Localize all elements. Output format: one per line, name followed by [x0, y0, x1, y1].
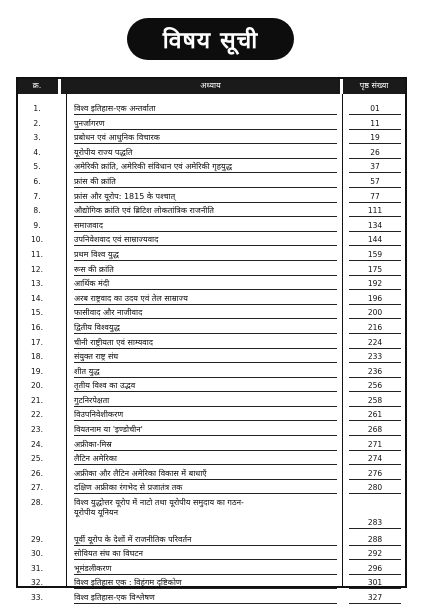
row-serial: 22.	[31, 410, 43, 420]
row-serial: 16.	[31, 322, 43, 332]
row-chapter-title: चीनी राष्ट्रीयता एवं साम्यवाद	[74, 337, 337, 349]
table-row	[18, 218, 405, 233]
row-serial: 7.	[33, 191, 41, 201]
row-chapter-title-continued: यूरोपीय यूनियन	[74, 508, 119, 518]
table-row	[18, 262, 405, 277]
row-chapter-title: द्वितीय विश्वयुद्ध	[74, 322, 337, 334]
row-chapter-title: विश्व युद्धोत्तर यूरोप में नाटो तथा यूरोपीय समुदाय का गठन-	[74, 498, 244, 508]
row-page-number: 134	[349, 221, 401, 232]
row-chapter-title: अरब राष्ट्रवाद का उदय एवं तेल साम्राज्य	[74, 293, 337, 305]
row-serial: 1.	[33, 104, 41, 113]
table-row	[18, 590, 405, 605]
row-serial: 27.	[31, 483, 43, 493]
row-page-number: 37	[349, 162, 401, 173]
table-row	[18, 378, 405, 393]
row-page-number: 236	[349, 367, 401, 378]
table-row	[18, 451, 405, 466]
table-row	[18, 393, 405, 408]
row-page-number: 196	[349, 294, 401, 305]
row-chapter-title: यूरोपीय राज्य पद्धति	[74, 147, 337, 159]
row-chapter-title: विउपनिवेशीकरण	[74, 409, 337, 421]
row-page-number: 144	[349, 235, 401, 246]
table-row	[18, 276, 405, 291]
row-serial: 29.	[31, 534, 43, 544]
table-row	[18, 575, 405, 590]
row-serial: 5.	[33, 162, 41, 172]
row-page-number: 276	[349, 469, 401, 480]
table-row	[18, 305, 405, 320]
table-row	[18, 174, 405, 189]
table-header	[18, 79, 405, 94]
table-row	[18, 407, 405, 422]
table-row	[18, 247, 405, 262]
row-serial: 21.	[31, 395, 43, 405]
row-chapter-title: फासीवाद और नाजीवाद	[74, 307, 337, 319]
row-page-number: 175	[349, 265, 401, 276]
table-row	[18, 291, 405, 306]
table-row	[18, 232, 405, 247]
row-serial: 9.	[33, 220, 41, 230]
row-serial: 10.	[31, 235, 43, 245]
row-serial: 17.	[31, 337, 43, 347]
row-serial: 31.	[31, 563, 43, 573]
row-serial: 12.	[31, 264, 43, 274]
table-row	[18, 466, 405, 481]
row-page-number: 327	[349, 593, 401, 604]
row-serial: 30.	[31, 549, 43, 559]
row-chapter-title: भूमंडलीकरण	[74, 563, 337, 575]
table-row	[18, 546, 405, 561]
row-serial: 28.	[31, 498, 43, 508]
table-row	[18, 145, 405, 160]
row-serial: 15.	[31, 308, 43, 318]
row-chapter-title: आर्थिक मंदी	[74, 278, 337, 290]
row-serial: 13.	[31, 279, 43, 289]
row-chapter-title: विश्व इतिहास एक : विहंगम दृष्टिकोण	[74, 577, 337, 589]
row-page-number: 283	[349, 518, 401, 529]
row-chapter-title: गुटनिरपेक्षता	[74, 395, 337, 407]
row-chapter-title: पूर्वी यूरोप के देशों में राजनीतिक परिवर्तन	[74, 534, 337, 546]
table-row	[18, 437, 405, 452]
row-chapter-title: तृतीय विश्व का उद्भव	[74, 380, 337, 392]
row-page-number: 11	[349, 119, 401, 130]
row-chapter-title: विश्व इतिहास-एक अन्तर्वाता	[74, 103, 337, 115]
row-page-number: 26	[349, 148, 401, 159]
table-row	[18, 116, 405, 131]
table-row-continuation	[18, 517, 405, 532]
table-row	[18, 159, 405, 174]
row-page-number: 77	[349, 192, 401, 203]
row-page-number: 233	[349, 352, 401, 363]
row-chapter-title: सोवियत संघ का विघटन	[74, 548, 337, 560]
table-row	[18, 130, 405, 145]
table-row	[18, 364, 405, 379]
row-page-number: 111	[349, 206, 401, 217]
page-title: विषय सूची	[127, 18, 294, 60]
row-page-number: 57	[349, 177, 401, 188]
row-chapter-title: समाजवाद	[74, 220, 337, 232]
row-chapter-title: प्रथम विश्व युद्ध	[74, 249, 337, 261]
row-chapter-title: वियतनाम या 'इण्डोचीन'	[74, 424, 337, 436]
row-page-number: 301	[349, 578, 401, 589]
row-chapter-title: विश्व इतिहास-एक विश्लेषण	[74, 592, 337, 604]
table-row	[18, 495, 405, 517]
row-page-number: 261	[349, 410, 401, 421]
row-serial: 32.	[31, 578, 43, 588]
row-page-number: 288	[349, 535, 401, 546]
row-serial: 33.	[31, 593, 43, 602]
row-page-number: 200	[349, 308, 401, 319]
row-serial: 25.	[31, 454, 43, 464]
row-serial: 23.	[31, 425, 43, 435]
row-serial: 20.	[31, 381, 43, 391]
row-serial: 6.	[33, 176, 41, 186]
row-serial: 19.	[31, 366, 43, 376]
contents-rows	[18, 101, 405, 605]
header-page: पृष्ठ संख्या	[359, 81, 389, 90]
table-row	[18, 189, 405, 204]
table-row	[18, 349, 405, 364]
table-row	[18, 532, 405, 547]
row-page-number: 19	[349, 133, 401, 144]
row-chapter-title: अमेरिकी क्रांति, अमेरिकी संविधान एवं अमेरिकी गृहयुद्ध	[74, 161, 337, 173]
table-row	[18, 422, 405, 437]
row-page-number: 292	[349, 549, 401, 560]
header-divider	[340, 79, 343, 94]
row-serial: 26.	[31, 468, 43, 478]
row-page-number: 271	[349, 440, 401, 451]
header-divider	[58, 79, 61, 94]
row-page-number: 268	[349, 425, 401, 436]
row-chapter-title: प्रबोधन एवं आधुनिक विचारक	[74, 132, 337, 144]
row-chapter-title: उपनिवेशवाद एवं साम्राज्यवाद	[74, 234, 337, 246]
table-row	[18, 320, 405, 335]
row-page-number: 258	[349, 396, 401, 407]
row-page-number: 01	[349, 104, 401, 115]
row-chapter-title: फ्रांस और यूरोप: 1815 के पश्चात्	[74, 191, 337, 203]
row-chapter-title: अफ्रीका और लैटिन अमेरिका विकास में बाधाएँ	[74, 468, 337, 480]
row-chapter-title: दक्षिण अफ्रीका रंगभेद से प्रजातंत्र तक	[74, 482, 337, 494]
table-row	[18, 480, 405, 495]
row-chapter-title: अफ्रीका-मिस्र	[74, 439, 337, 451]
row-chapter-title: फ्रांस की क्रांति	[74, 176, 337, 188]
header-chapter: अध्याय	[200, 81, 221, 90]
row-serial: 8.	[33, 206, 41, 216]
header-serial: क्र.	[32, 81, 42, 90]
row-page-number: 159	[349, 250, 401, 261]
row-chapter-title: लैटिन अमेरिका	[74, 453, 337, 465]
row-page-number: 296	[349, 564, 401, 575]
table-row	[18, 101, 405, 116]
row-page-number: 192	[349, 279, 401, 290]
row-page-number: 224	[349, 338, 401, 349]
row-page-number: 216	[349, 323, 401, 334]
row-serial: 24.	[31, 439, 43, 449]
row-chapter-title: रूस की क्रांति	[74, 264, 337, 276]
row-chapter-title: औद्योगिक क्रांति एवं ब्रिटिश लोकतांत्रिक राजनीति	[74, 205, 337, 217]
row-serial: 3.	[33, 133, 41, 143]
row-page-number: 274	[349, 454, 401, 465]
table-row	[18, 203, 405, 218]
row-serial: 11.	[31, 249, 43, 259]
row-serial: 2.	[33, 118, 41, 128]
row-serial: 14.	[31, 293, 43, 303]
row-chapter-title: संयुक्त राष्ट्र संघ	[74, 351, 337, 363]
row-chapter-title: शीत युद्ध	[74, 366, 337, 378]
row-page-number: 256	[349, 381, 401, 392]
contents-table	[16, 77, 407, 602]
row-chapter-title: पुनर्जागरण	[74, 118, 337, 130]
row-serial: 4.	[33, 147, 41, 157]
row-serial: 18.	[31, 352, 43, 362]
table-row	[18, 335, 405, 350]
row-page-number: 280	[349, 483, 401, 494]
table-row	[18, 561, 405, 576]
